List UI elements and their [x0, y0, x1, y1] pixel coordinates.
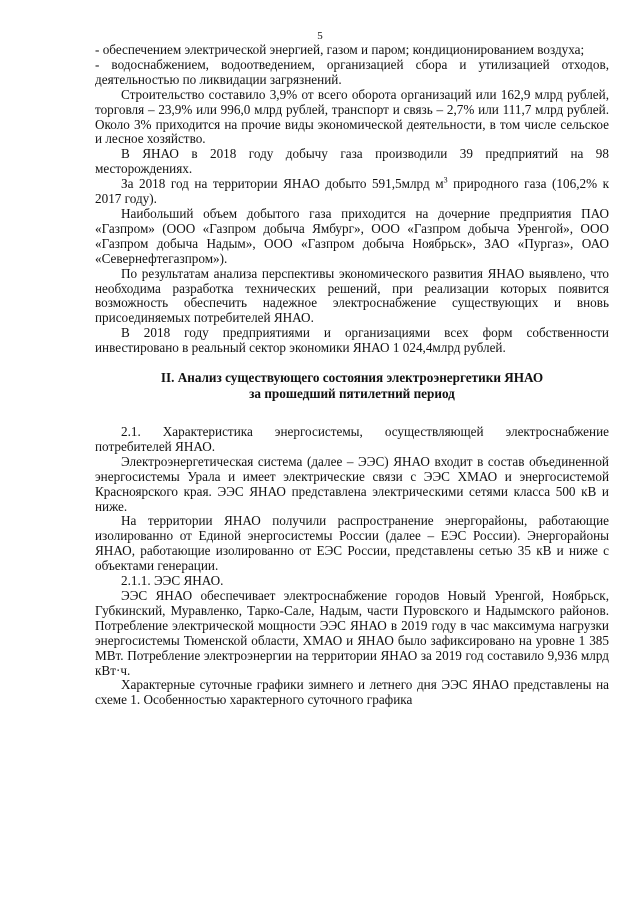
paragraph-list-item-energy: - обеспечением электрической энергией, газом и паром; кондиционированием воздуха; — [95, 42, 585, 57]
cubic-superscript: 3 — [443, 175, 448, 185]
paragraph-gazprom-subsidiaries: Наибольший объем добытого газа приходится на дочерние предприятия ПАО «Газпром» (ООО «Газпром добыча Ямбург», ООО «Газпром добыча Уренгой», ООО «Газпром добыча Надым», ООО «Газпром добыча Ноябрьск», ЗАО «Пургаз», ОАО «Севернефтегазпром»). — [95, 205, 609, 266]
page-number: 5 — [317, 30, 323, 42]
paragraph-isolated-regions: На территории ЯНАО получили распространение энергорайоны, работающие изолированно от Единой энергосистемы России (далее – ЕЭС России). Энергорайоны ЯНАО, работающие изолированно от ЕЭС России, представлены сетью 35 кВ и ниже с объектами генерации. — [95, 513, 609, 574]
section-heading-line-1: II. Анализ существующего состояния электроэнергетики ЯНАО — [160, 370, 544, 386]
paragraph-gas-production — [95, 177, 609, 207]
paragraph-daily-load-curves: Характерные суточные графики зимнего и летнего дня ЭЭС ЯНАО представлены на схеме 1. Особенностью характерного суточного графика — [95, 677, 609, 708]
paragraph-analysis-results: По результатам анализа перспективы экономического развития ЯНАО выявлено, что необходима разработка технических решений, при реализации которых появится возможность обеспечить надежное электроснабжение существующих и вновь присоединяемых потребителей ЯНАО. — [95, 265, 609, 326]
document-body — [95, 43, 609, 708]
paragraph-construction: Строительство составило 3,9% от всего оборота организаций или 162,9 млрд рублей, торговля – 23,9% или 996,0 млрд рублей, транспорт и связь – 2,7% или 111,7 млрд рублей. Около 3% приходится на прочие виды экономической деятельности, в том числе сельское и лесное хозяйство. — [95, 86, 609, 147]
paragraph-subsection-2-1-1: 2.1.1. ЭЭС ЯНАО. — [121, 573, 224, 589]
paragraph-gas-enterprises: В ЯНАО в 2018 году добычу газа производили 39 предприятий на 98 месторождениях. — [95, 146, 609, 177]
gas-production-text: За 2018 год на территории ЯНАО добыто 591,5млрд м — [121, 176, 444, 192]
gas-production-text-end: природного газа (106,2% к 2017 году). — [95, 176, 609, 207]
paragraph-ees-supply: ЭЭС ЯНАО обеспечивает электроснабжение городов Новый Уренгой, Ноябрьск, Губкинский, Муравленко, Тарко-Сале, Надым, части Пуровского и Надымского районов. Потребление электрической мощности ЭЭС ЯНАО в 2019 году в час максимума нагрузки энергосистемы Тюменской области, ХМАО и ЯНАО было зафиксировано на уровне 1 385 МВт. Потребление электроэнергии на территории ЯНАО за 2019 год составило 9,936 млрд кВт·ч. — [95, 588, 609, 678]
paragraph-ees-description: Электроэнергетическая система (далее – ЭЭС) ЯНАО входит в состав объединенной энергосистемы Урала и имеет электрические связи с ЭЭС ХМАО и энергосистемой Красноярского края. ЭЭС ЯНАО представлена электрическими сетями класса 500 кВ и ниже. — [95, 453, 609, 514]
section-heading — [95, 370, 609, 401]
paragraph-investments: В 2018 году предприятиями и организациями всех форм собственности инвестировано в реальный сектор экономики ЯНАО 1 024,4млрд рублей. — [95, 325, 609, 356]
paragraph-subsection-2-1: 2.1. Характеристика энергосистемы, осуществляющей электроснабжение потребителей ЯНАО. — [95, 424, 609, 454]
section-heading-line-2: за прошедший пятилетний период — [249, 385, 455, 401]
paragraph-list-item-water: - водоснабжением, водоотведением, организацией сбора и утилизацией отходов, деятельностью по ликвидации загрязнений. — [95, 56, 609, 87]
